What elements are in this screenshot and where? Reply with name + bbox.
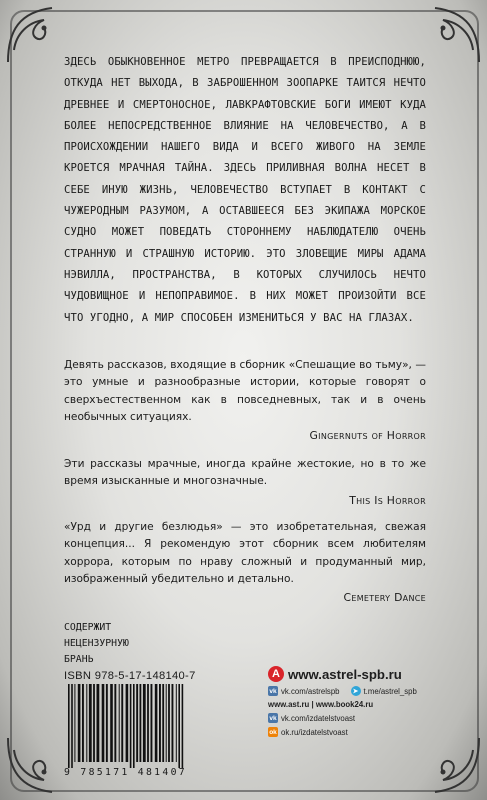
warning-line: БРАНЬ [64, 654, 94, 665]
review-quote: Девять рассказов, входящие в сборник «Спешащие во тьму», — это умные и разнообразные истории, которые говорят о сверхъестественном как в повседневных, так и в очень необычных ситуациях. [64, 359, 426, 423]
warning-line: СОДЕРЖИТ [64, 622, 112, 633]
publisher-logo-icon: A [268, 666, 284, 682]
warning-line: НЕЦЕНЗУРНУЮ [64, 638, 129, 649]
publisher-website[interactable]: www.astrel-spb.ru [288, 666, 402, 682]
review-source: This Is Horror [349, 493, 426, 507]
corner-ornament-icon [417, 0, 487, 70]
review-block [64, 519, 426, 606]
isbn-number: ISBN 978-5-17-148140-7 [64, 670, 196, 682]
publisher-sites[interactable]: www.ast.ru | www.book24.ru [268, 700, 374, 709]
corner-ornament-icon [417, 730, 487, 800]
publisher-info [268, 666, 438, 737]
review-block [64, 456, 426, 509]
vk-icon: vk [269, 687, 277, 695]
annotation-text: ЗДЕСЬ ОБЫКНОВЕННОЕ МЕТРО ПРЕВРАЩАЕТСЯ В ПРЕИСПОДНЮЮ, ОТКУДА НЕТ ВЫХОДА, В ЗАБРОШЕННОМ ЗООПАРКЕ ТАИТСЯ НЕЧТО ДРЕВНЕЕ И СМЕРТОНОСНОЕ, ЛАВКРАФТОВСКИЕ БОГИ ИМЕЮТ КУДА БОЛЕЕ НЕПОСРЕДСТВЕННОЕ ВЛИЯНИЕ НА ЧЕЛОВЕЧЕСТВО, А В ПРОИСХОЖДЕНИИ НАШЕГО ВИДА И ВСЕГО ЖИВОГО НА ЗЕМЛЕ КРОЕТСЯ МРАЧНАЯ ТАЙНА. ЗДЕСЬ ПРИЛИВНАЯ ВОЛНА НЕСЕТ В СЕБЕ ИНУЮ ЖИЗНЬ, ЧЕЛОВЕЧЕСТВО ВСТУПАЕТ В КОНТАКТ С ЧУЖЕРОДНЫМ РАЗУМОМ, А ОСТАВШЕЕСЯ БЕЗ ЭКИПАЖА МОРСКОЕ СУДНО МОЖЕТ ПОВЕДАТЬ СТОРОННЕМУ НАБЛЮДАТЕЛЮ ОЧЕНЬ СТРАННУЮ И СТРАШНУЮ ИСТОРИЮ. ЭТО ЗЛОВЕЩИЕ МИРЫ АДАМА НЭВИЛЛА, ПРОСТРАНСТВА, В КОТОРЫХ СЛУЧИЛОСЬ НЕЧТО ЧУДОВИЩНОЕ И НЕПОПРАВИМОЕ. В НИХ МОЖЕТ ПРОИЗОЙТИ ВСЕ ЧТО УГОДНО, А МИР СПОСОБЕН ИЗМЕНИТЬСЯ У ВАС НА ГЛАЗАХ. [64, 56, 426, 324]
review-block [64, 357, 426, 444]
corner-ornament-icon [0, 0, 70, 70]
telegram-link[interactable]: t.me/astrel_spb [363, 686, 417, 696]
review-source: Gingernuts of Horror [309, 429, 426, 443]
vk-icon: vk [269, 714, 277, 722]
review-quote: «Урд и другие безлюдья» — это изобретательная, свежая концепция... Я рекомендую этот сборник всем любителям хоррора, которым по нраву сложный и продуманный мир, изображенный убедительно и детально. [64, 521, 426, 585]
odnoklassniki-icon: ok [269, 728, 277, 736]
barcode-digits: 9 785171 481407 [64, 767, 187, 778]
content-warning [64, 620, 129, 668]
isbn-barcode [64, 670, 252, 778]
vk-group-link[interactable]: vk.com/izdatelstvoast [281, 713, 356, 723]
review-source: Cemetery Dance [343, 591, 426, 605]
corner-ornament-icon [0, 730, 70, 800]
telegram-icon: ➤ [351, 686, 361, 696]
vk-link[interactable]: vk.com/astrelspb [281, 686, 340, 696]
review-quote: Эти рассказы мрачные, иногда крайне жестокие, но в то же время изысканные и многозначные. [64, 458, 426, 488]
barcode-icon [64, 684, 252, 768]
ok-group-link[interactable]: ok.ru/izdatelstvoast [281, 727, 348, 737]
